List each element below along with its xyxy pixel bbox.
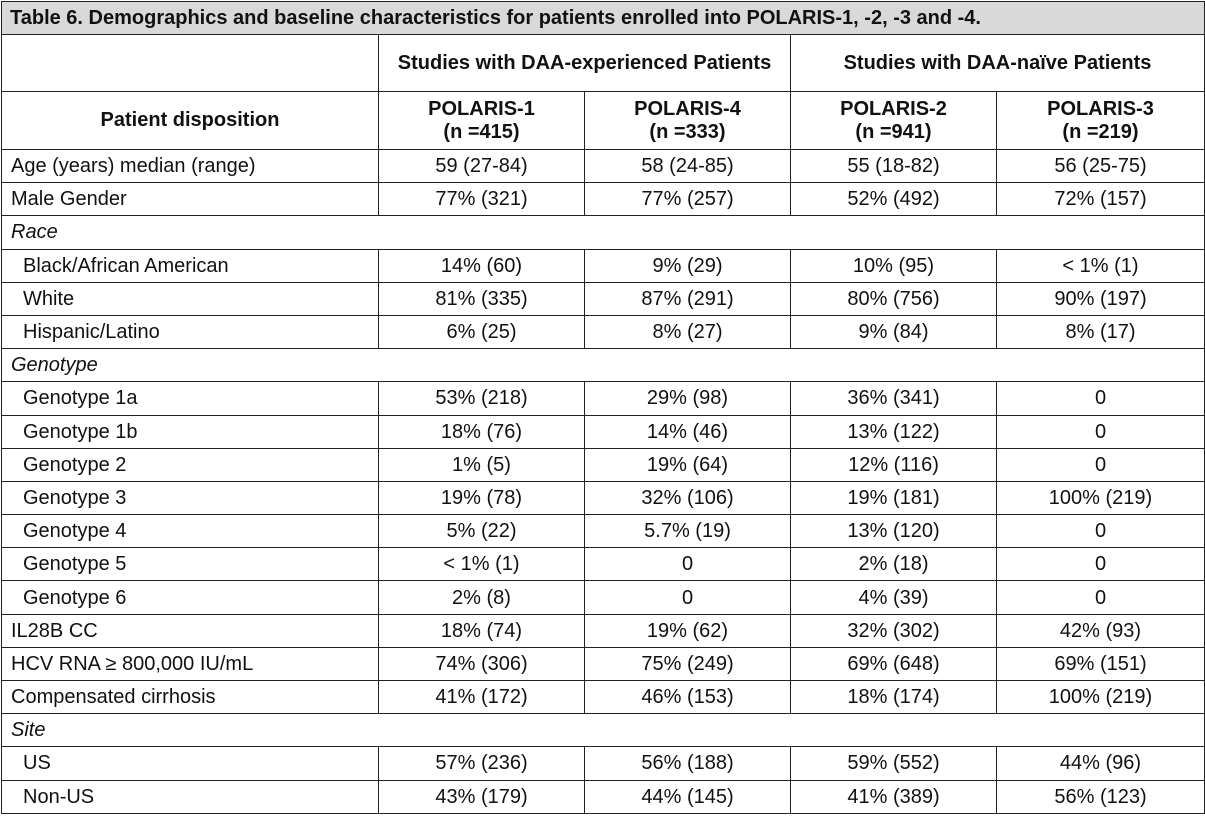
table-cell: 59 (27-84) xyxy=(379,150,585,183)
table-row xyxy=(2,681,1205,714)
table-row xyxy=(2,315,1205,348)
table-cell: 5% (22) xyxy=(379,515,585,548)
table-cell: 18% (74) xyxy=(379,614,585,647)
row-label: White xyxy=(2,282,379,315)
table-row xyxy=(2,448,1205,481)
table-cell: 41% (389) xyxy=(791,780,997,813)
table-cell: 9% (29) xyxy=(585,249,791,282)
table-cell: 0 xyxy=(997,382,1205,415)
table-cell: 6% (25) xyxy=(379,315,585,348)
row-label: US xyxy=(2,747,379,780)
table-cell: 0 xyxy=(997,548,1205,581)
table-cell: 0 xyxy=(585,548,791,581)
row-label: Genotype 1b xyxy=(2,415,379,448)
table-cell: 19% (181) xyxy=(791,481,997,514)
group-header-naive: Studies with DAA-naïve Patients xyxy=(791,35,1205,92)
column-header-disposition: Patient disposition xyxy=(2,92,379,150)
table-cell: 46% (153) xyxy=(585,681,791,714)
table-cell: 90% (197) xyxy=(997,282,1205,315)
section-label: Race xyxy=(2,216,1205,249)
table-cell: 5.7% (19) xyxy=(585,515,791,548)
table-cell: 13% (120) xyxy=(791,515,997,548)
table-row xyxy=(2,382,1205,415)
column-n: (n =941) xyxy=(855,120,932,143)
table-row xyxy=(2,249,1205,282)
table-cell: 2% (8) xyxy=(379,581,585,614)
empty-header-cell xyxy=(2,35,379,92)
table-row xyxy=(2,614,1205,647)
column-name: POLARIS-2 xyxy=(840,97,947,120)
table-cell: 18% (76) xyxy=(379,415,585,448)
table-cell: 12% (116) xyxy=(791,448,997,481)
table-cell: 41% (172) xyxy=(379,681,585,714)
row-label: Non-US xyxy=(2,780,379,813)
table-cell: 52% (492) xyxy=(791,183,997,216)
row-label: Genotype 5 xyxy=(2,548,379,581)
section-row xyxy=(2,714,1205,747)
table-cell: 19% (78) xyxy=(379,481,585,514)
table-cell: 19% (64) xyxy=(585,448,791,481)
row-label: Age (years) median (range) xyxy=(2,150,379,183)
table-cell: 81% (335) xyxy=(379,282,585,315)
section-row xyxy=(2,349,1205,382)
row-label: Genotype 2 xyxy=(2,448,379,481)
table-cell: 19% (62) xyxy=(585,614,791,647)
table-cell: 74% (306) xyxy=(379,647,585,680)
group-header-experienced: Studies with DAA-experienced Patients xyxy=(379,35,791,92)
table-cell: 44% (145) xyxy=(585,780,791,813)
row-label: Genotype 6 xyxy=(2,581,379,614)
table-cell: 8% (17) xyxy=(997,315,1205,348)
table-cell: 58 (24-85) xyxy=(585,150,791,183)
table-cell: 87% (291) xyxy=(585,282,791,315)
table-row xyxy=(2,515,1205,548)
row-label: Male Gender xyxy=(2,183,379,216)
table-cell: 0 xyxy=(997,448,1205,481)
column-n: (n =219) xyxy=(1062,120,1139,143)
table-cell: 8% (27) xyxy=(585,315,791,348)
table-row xyxy=(2,150,1205,183)
table-cell: 0 xyxy=(997,581,1205,614)
row-label: Hispanic/Latino xyxy=(2,315,379,348)
column-header-row xyxy=(2,92,1205,150)
table-cell: 75% (249) xyxy=(585,647,791,680)
row-label: IL28B CC xyxy=(2,614,379,647)
table-cell: 44% (96) xyxy=(997,747,1205,780)
table-cell: 72% (157) xyxy=(997,183,1205,216)
table-cell: 77% (321) xyxy=(379,183,585,216)
group-header-row xyxy=(2,35,1205,92)
column-name: POLARIS-1 xyxy=(428,97,535,120)
table-row xyxy=(2,282,1205,315)
demographics-table xyxy=(1,1,1205,814)
table-row xyxy=(2,415,1205,448)
table-cell: 14% (60) xyxy=(379,249,585,282)
table-cell: 13% (122) xyxy=(791,415,997,448)
table-cell: 32% (106) xyxy=(585,481,791,514)
column-header-polaris-3 xyxy=(997,92,1205,150)
table-cell: 100% (219) xyxy=(997,681,1205,714)
table-cell: 1% (5) xyxy=(379,448,585,481)
table-cell: 56% (123) xyxy=(997,780,1205,813)
table-cell: 14% (46) xyxy=(585,415,791,448)
section-label: Genotype xyxy=(2,349,1205,382)
column-n: (n =333) xyxy=(649,120,726,143)
table-cell: 80% (756) xyxy=(791,282,997,315)
table-cell: 0 xyxy=(997,515,1205,548)
table-cell: 100% (219) xyxy=(997,481,1205,514)
column-header-polaris-1 xyxy=(379,92,585,150)
table-row xyxy=(2,481,1205,514)
table-cell: 0 xyxy=(997,415,1205,448)
column-header-polaris-2 xyxy=(791,92,997,150)
table-row xyxy=(2,647,1205,680)
table-row xyxy=(2,780,1205,813)
table-cell: < 1% (1) xyxy=(997,249,1205,282)
table-cell: < 1% (1) xyxy=(379,548,585,581)
row-label: HCV RNA ≥ 800,000 IU/mL xyxy=(2,647,379,680)
table-cell: 69% (151) xyxy=(997,647,1205,680)
table-cell: 0 xyxy=(585,581,791,614)
row-label: Black/African American xyxy=(2,249,379,282)
table-cell: 4% (39) xyxy=(791,581,997,614)
section-row xyxy=(2,216,1205,249)
table-cell: 10% (95) xyxy=(791,249,997,282)
table-row xyxy=(2,581,1205,614)
column-n: (n =415) xyxy=(443,120,520,143)
row-label: Compensated cirrhosis xyxy=(2,681,379,714)
table-cell: 77% (257) xyxy=(585,183,791,216)
table-cell: 55 (18-82) xyxy=(791,150,997,183)
table-cell: 53% (218) xyxy=(379,382,585,415)
column-name: POLARIS-3 xyxy=(1047,97,1154,120)
table-cell: 32% (302) xyxy=(791,614,997,647)
table-cell: 59% (552) xyxy=(791,747,997,780)
table-cell: 18% (174) xyxy=(791,681,997,714)
table-cell: 69% (648) xyxy=(791,647,997,680)
table-cell: 57% (236) xyxy=(379,747,585,780)
row-label: Genotype 3 xyxy=(2,481,379,514)
column-header-polaris-4 xyxy=(585,92,791,150)
table-cell: 43% (179) xyxy=(379,780,585,813)
table-cell: 9% (84) xyxy=(791,315,997,348)
table-row xyxy=(2,548,1205,581)
table-cell: 29% (98) xyxy=(585,382,791,415)
table-row xyxy=(2,747,1205,780)
row-label: Genotype 4 xyxy=(2,515,379,548)
column-name: POLARIS-4 xyxy=(634,97,741,120)
table-row xyxy=(2,183,1205,216)
table-cell: 36% (341) xyxy=(791,382,997,415)
table-title-row xyxy=(2,2,1205,35)
section-label: Site xyxy=(2,714,1205,747)
table-cell: 2% (18) xyxy=(791,548,997,581)
table-title: Table 6. Demographics and baseline characteristics for patients enrolled into POLARIS-1, -2, -3 and -4. xyxy=(2,2,1205,35)
table-cell: 42% (93) xyxy=(997,614,1205,647)
table-cell: 56% (188) xyxy=(585,747,791,780)
table-cell: 56 (25-75) xyxy=(997,150,1205,183)
row-label: Genotype 1a xyxy=(2,382,379,415)
